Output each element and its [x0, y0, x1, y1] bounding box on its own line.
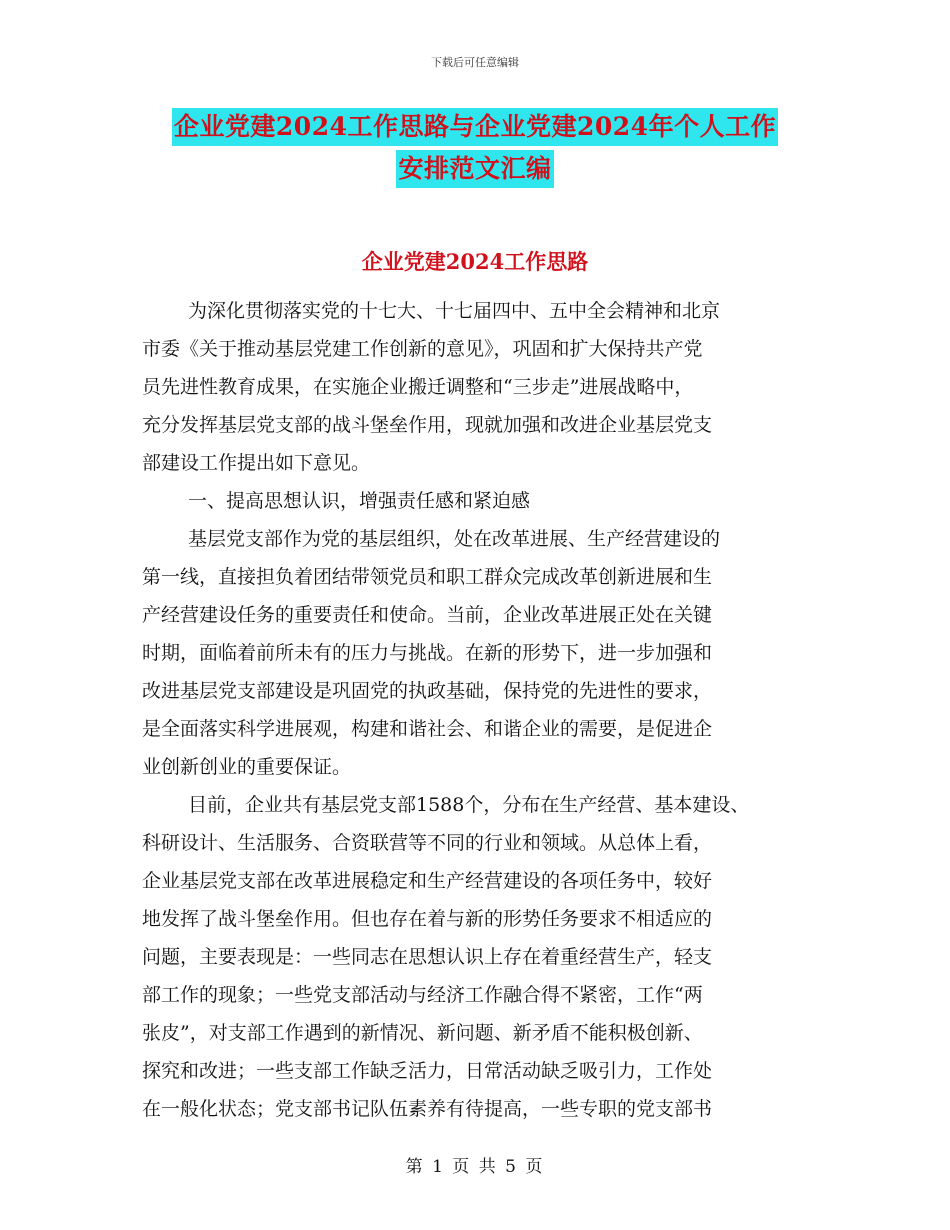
paragraph-line: 基层党支部作为党的基层组织，处在改革进展、生产经营建设的	[188, 528, 721, 550]
paragraph-line: 科研设计、生活服务、合资联营等不同的行业和领域。从总体上看，	[142, 832, 713, 854]
paragraph-line: 市委《关于推动基层党建工作创新的意见》，巩固和扩大保持共产党	[142, 338, 703, 360]
document-title	[0, 108, 950, 188]
paragraph-line: 部建设工作提出如下意见。	[142, 452, 371, 474]
paragraph-line: 在一般化状态；党支部书记队伍素养有待提高，一些专职的党支部书	[142, 1098, 713, 1120]
paragraph-line: 部工作的现象；一些党支部活动与经济工作融合得不紧密，工作“两	[142, 984, 703, 1006]
title-line-1: 企业党建2024工作思路与企业党建2024年个人工作	[172, 108, 778, 146]
paragraph-line: 时期，面临着前所未有的压力与挑战。在新的形势下，进一步加强和	[142, 642, 713, 664]
paragraph-line: 探究和改进；一些支部工作缺乏活力，日常活动缺乏吸引力，工作处	[142, 1060, 713, 1082]
page-footer: 第 1 页 共 5 页	[405, 1157, 545, 1177]
paragraph-line: 为深化贯彻落实党的十七大、十七届四中、五中全会精神和北京	[188, 300, 721, 322]
paragraph-line: 产经营建设任务的重要责任和使命。当前，企业改革进展正处在关键	[142, 604, 713, 626]
paragraph-line: 充分发挥基层党支部的战斗堡垒作用，现就加强和改进企业基层党支	[142, 414, 713, 436]
paragraph-line: 张皮”，对支部工作遇到的新情况、新问题、新矛盾不能积极创新、	[142, 1022, 703, 1044]
paragraph-line: 目前，企业共有基层党支部1588个，分布在生产经营、基本建设、	[188, 794, 750, 816]
paragraph-line: 改进基层党支部建设是巩固党的执政基础，保持党的先进性的要求，	[142, 680, 713, 702]
header-note: 下载后可任意编辑	[431, 56, 519, 69]
paragraph-line: 第一线，直接担负着团结带领党员和职工群众完成改革创新进展和生	[142, 566, 713, 588]
section-heading-line: 一、提高思想认识，增强责任感和紧迫感	[188, 490, 531, 512]
section-title: 企业党建2024工作思路	[361, 249, 589, 274]
paragraph-line: 是全面落实科学进展观，构建和谐社会、和谐企业的需要，是促进企	[142, 718, 713, 740]
paragraph-line: 员先进性教育成果，在实施企业搬迁调整和“三步走”进展战略中，	[142, 376, 694, 398]
paragraph-line: 问题，主要表现是：一些同志在思想认识上存在着重经营生产，轻支	[142, 946, 713, 968]
title-line-2: 安排范文汇编	[396, 150, 553, 188]
body-text	[142, 292, 822, 1128]
paragraph-line: 企业基层党支部在改革进展稳定和生产经营建设的各项任务中，较好	[142, 870, 713, 892]
paragraph-line: 业创新创业的重要保证。	[142, 756, 352, 778]
paragraph-line: 地发挥了战斗堡垒作用。但也存在着与新的形势任务要求不相适应的	[142, 908, 713, 930]
